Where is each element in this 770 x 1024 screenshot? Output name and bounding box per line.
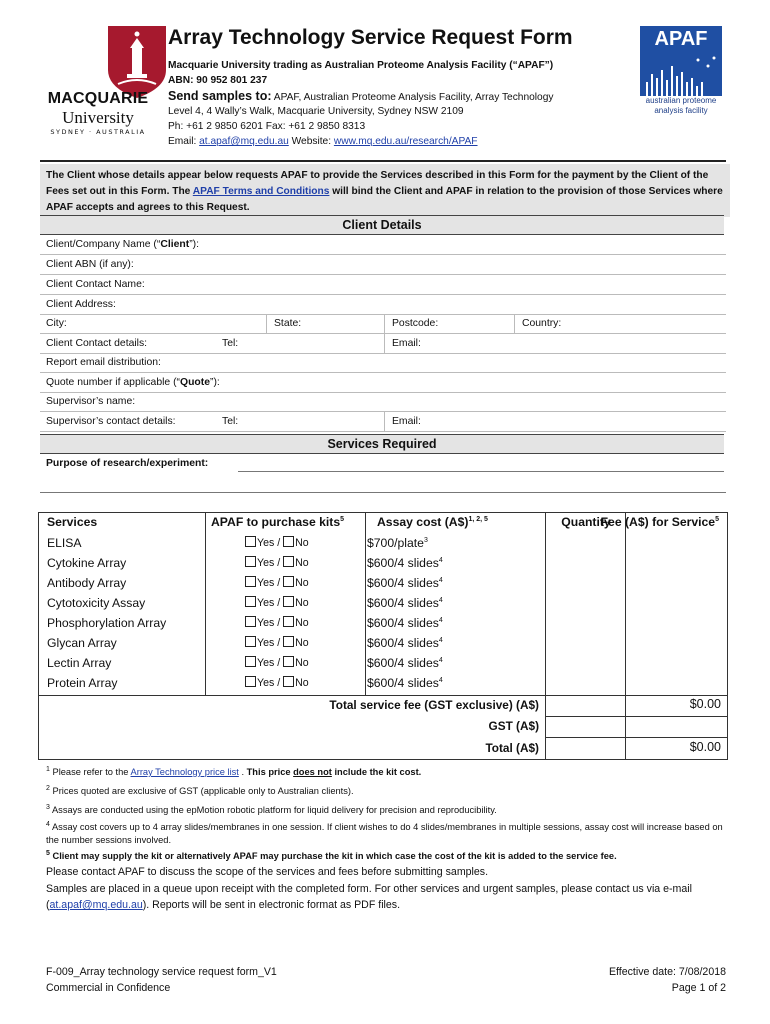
purchase-options: Yes / No	[245, 536, 309, 549]
assay-cost: $700/plate$^3$	[367, 536, 428, 550]
no-checkbox[interactable]	[283, 636, 294, 647]
assay-cost: $600/4 slides$^4$	[367, 616, 443, 630]
client-details-heading: Client Details	[40, 215, 724, 235]
no-checkbox[interactable]	[283, 576, 294, 587]
service-name: Cytokine Array	[47, 556, 127, 570]
service-row	[39, 674, 727, 694]
client-address-label: Client Address:	[46, 299, 116, 310]
total-value: $0.00	[689, 740, 721, 754]
client-address-row[interactable]	[40, 295, 726, 315]
service-row	[39, 594, 727, 614]
client-company-row[interactable]	[40, 235, 726, 255]
assay-cost: $600/4 slides$^4$	[367, 676, 443, 690]
service-row	[39, 654, 727, 674]
city-label: City:	[46, 318, 67, 329]
client-contact-name-label: Client Contact Name:	[46, 279, 145, 290]
service-name: Lectin Array	[47, 656, 112, 670]
services-required-heading: Services Required	[40, 434, 724, 454]
total-ex-gst-value: $0.00	[689, 697, 721, 711]
gst-label: GST (A$)	[488, 719, 539, 733]
report-email-row[interactable]	[40, 353, 726, 373]
supervisor-contact-label: Supervisor’s contact details:	[46, 416, 176, 427]
note-2: $^2$ Prices quoted are exclusive of GST (applicable only to Australian clients).	[46, 785, 354, 797]
yes-checkbox[interactable]	[245, 596, 256, 607]
client-location-row[interactable]	[40, 314, 726, 334]
assay-cost: $600/4 slides$^4$	[367, 596, 443, 610]
client-abn-row[interactable]	[40, 255, 726, 275]
services-table	[38, 512, 728, 760]
header-divider	[40, 160, 726, 162]
no-checkbox[interactable]	[283, 536, 294, 547]
yes-checkbox[interactable]	[245, 556, 256, 567]
location-wordmark: SYDNEY · AUSTRALIA	[50, 128, 146, 136]
purpose-input-line[interactable]	[238, 471, 724, 472]
client-abn-label: Client ABN (if any):	[46, 259, 134, 270]
macquarie-crest-icon	[108, 26, 166, 98]
send-address: APAF, Australian Proteome Analysis Facility, Array Technology	[271, 92, 554, 103]
email-label: Email:	[392, 338, 421, 349]
contact-paragraph-1: Please contact APAF to discuss the scope of the services and fees before submitting samples.	[46, 866, 489, 878]
assay-cost: $600/4 slides$^4$	[367, 656, 443, 670]
contact-paragraph-2: Samples are placed in a queue upon receipt with the completed form. For other services and urgent samples, please contact us via e-mail (at.apaf@mq.edu.au). Reports will be sent in electronic format as PDF files.	[46, 883, 692, 911]
purchase-options: Yes / No	[245, 556, 309, 569]
note-4: $^4$ Assay cost covers up to 4 array slides/membranes in one session. If client wishes to do 4 slides/membranes in multiple sessions, assay cost will increase based on the number sessions involved.	[46, 821, 723, 846]
note-3: $^3$ Assays are conducted using the epMotion robotic platform for liquid delivery for precision and reproducibility.	[46, 804, 497, 816]
intro-statement	[40, 164, 730, 217]
contact-email-link[interactable]: at.apaf@mq.edu.au	[49, 899, 143, 911]
email-label: Email:	[168, 136, 200, 147]
service-row	[39, 574, 727, 594]
purchase-options: Yes / No	[245, 596, 309, 609]
service-row	[39, 554, 727, 574]
client-contact-details-row[interactable]	[40, 334, 726, 354]
yes-checkbox[interactable]	[245, 676, 256, 687]
apaf-logo-box	[640, 26, 722, 96]
note-5: $^5$ Client may supply the kit or alternatively APAF may purchase the kit in which case the cost of the kit is added to the service fee.	[46, 850, 617, 862]
supervisor-name-label: Supervisor’s name:	[46, 396, 136, 407]
service-name: Antibody Array	[47, 576, 127, 590]
supervisor-name-row[interactable]	[40, 392, 726, 412]
page-title: Array Technology Service Request Form	[168, 26, 573, 49]
service-row	[39, 634, 727, 654]
email-link[interactable]: at.apaf@mq.edu.au	[199, 136, 289, 147]
service-name: Phosphorylation Array	[47, 616, 167, 630]
col-purchase-kits: APAF to purchase kits$^5$	[211, 515, 345, 529]
supervisor-tel-label: Tel:	[222, 416, 239, 427]
service-row	[39, 614, 727, 634]
yes-checkbox[interactable]	[245, 576, 256, 587]
yes-checkbox[interactable]	[245, 636, 256, 647]
purpose-label: Purpose of research/experiment:	[46, 458, 209, 469]
trading-line: Macquarie University trading as Australian Proteome Analysis Facility (“APAF”)	[168, 60, 554, 71]
apaf-wordmark: APAF	[654, 28, 708, 50]
supervisor-contact-row[interactable]	[40, 412, 726, 432]
service-row	[39, 534, 727, 554]
website-link[interactable]: www.mq.edu.au/research/APAF	[333, 136, 478, 147]
address-line: Level 4, 4 Wally’s Walk, Macquarie University, Sydney NSW 2109	[168, 106, 464, 117]
send-samples-label: Send samples to:	[168, 89, 272, 103]
university-wordmark: University	[62, 108, 134, 127]
purchase-options: Yes / No	[245, 676, 309, 689]
assay-cost: $600/4 slides$^4$	[367, 576, 443, 590]
service-name: ELISA	[47, 536, 82, 550]
postcode-label: Postcode:	[392, 318, 439, 329]
website-label: Website:	[288, 136, 334, 147]
quote-number-row[interactable]	[40, 373, 726, 393]
supervisor-email-label: Email:	[392, 416, 421, 427]
purchase-options: Yes / No	[245, 656, 309, 669]
yes-checkbox[interactable]	[245, 536, 256, 547]
footer-form-id: F-009_Array technology service request form_V1	[46, 966, 277, 978]
no-checkbox[interactable]	[283, 676, 294, 687]
tel-label: Tel:	[222, 338, 239, 349]
col-quantity: Quantity	[561, 515, 611, 529]
email-website-line	[168, 135, 478, 149]
report-email-label: Report email distribution:	[46, 357, 161, 368]
assay-cost: $600/4 slides$^4$	[367, 556, 443, 570]
state-label: State:	[274, 318, 302, 329]
phone-line: Ph: +61 2 9850 6201 Fax: +61 2 9850 8313	[168, 121, 366, 132]
skyline-icon	[640, 52, 722, 96]
service-name: Protein Array	[47, 676, 118, 690]
col-services: Services	[47, 515, 98, 529]
footer-page-number: Page 1 of 2	[671, 982, 726, 994]
yes-checkbox[interactable]	[245, 616, 256, 627]
assay-cost: $600/4 slides$^4$	[367, 636, 443, 650]
service-name: Cytotoxicity Assay	[47, 596, 146, 610]
contact-details-label: Client Contact details:	[46, 338, 148, 349]
apaf-subtitle-1: australian proteome	[645, 96, 717, 105]
purchase-options: Yes / No	[245, 616, 309, 629]
total-label: Total (A$)	[485, 741, 539, 755]
client-company-label: Client/Company Name (“Client”):	[46, 239, 200, 250]
no-checkbox[interactable]	[283, 656, 294, 667]
note-1: $^1$ Please refer to the Array Technology price list . This price does not include the kit cost.	[46, 766, 422, 778]
apaf-subtitle-2: analysis facility	[654, 106, 708, 115]
macquarie-logo	[40, 26, 156, 136]
price-list-link[interactable]: Array Technology price list	[130, 767, 239, 778]
no-checkbox[interactable]	[283, 616, 294, 627]
client-contact-name-row[interactable]	[40, 275, 726, 295]
footer-effective-date: Effective date: 7/08/2018	[608, 966, 726, 978]
send-samples-line	[168, 89, 553, 105]
purchase-options: Yes / No	[245, 576, 309, 589]
intro-text-2: will bind the Client and APAF in relation to the provision of those Services where APAF accepts and agrees to this Request.	[46, 186, 723, 213]
col-fee: Fee (A$) for Service$^5$	[600, 515, 719, 529]
apaf-logo	[640, 26, 722, 122]
macquarie-wordmark: MACQUARIE	[47, 90, 149, 107]
terms-link[interactable]: APAF Terms and Conditions	[192, 186, 330, 197]
abn-line: ABN: 90 952 801 237	[168, 75, 268, 86]
purpose-input-line-2[interactable]	[40, 492, 726, 493]
country-label: Country:	[522, 318, 562, 329]
quote-number-label: Quote number if applicable (“Quote”):	[46, 377, 220, 388]
col-assay-cost: Assay cost (A$)$^{1, 2, 5}$	[377, 515, 488, 529]
intro-text-1: The Client whose details appear below requests APAF to provide the Services described in this Form for the payment by the Client of the Fees set out in this Form. The	[46, 170, 709, 197]
purchase-options: Yes / No	[245, 636, 309, 649]
no-checkbox[interactable]	[283, 556, 294, 567]
footer-confidential: Commercial in Confidence	[46, 982, 171, 994]
yes-checkbox[interactable]	[245, 656, 256, 667]
no-checkbox[interactable]	[283, 596, 294, 607]
total-ex-gst-label: Total service fee (GST exclusive) (A$)	[329, 698, 539, 712]
service-name: Glycan Array	[47, 636, 117, 650]
